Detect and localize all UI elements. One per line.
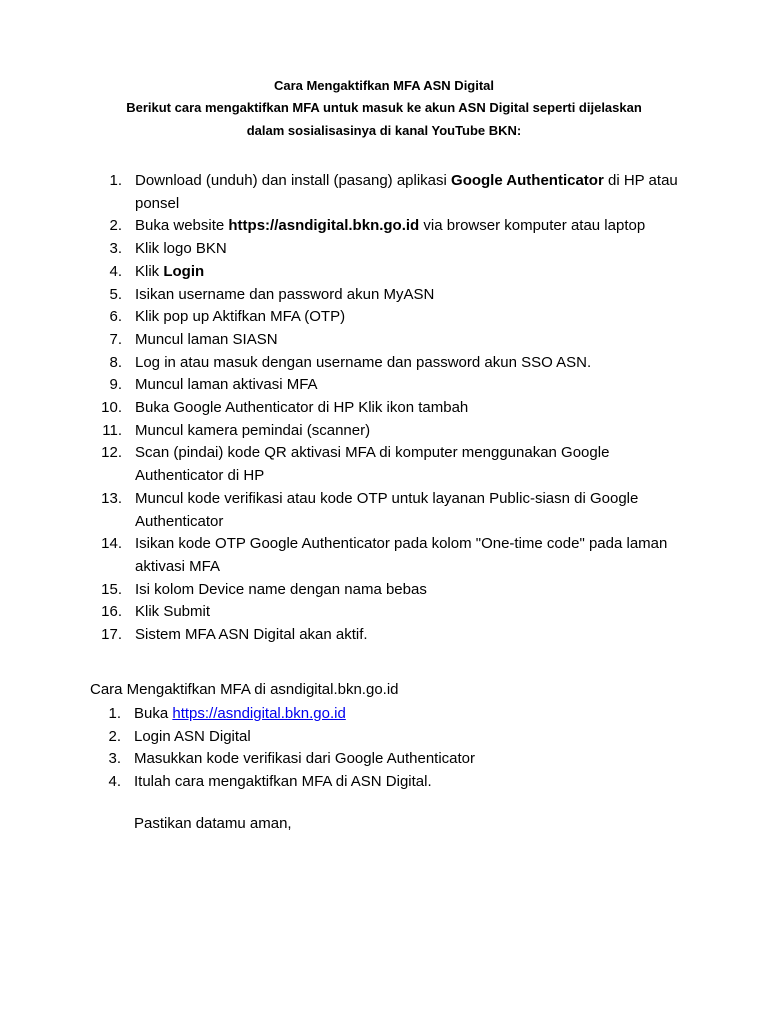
step-number: 1. xyxy=(108,705,121,722)
step-number: 9. xyxy=(109,376,122,394)
intro-line: Berikut cara mengaktifkan MFA untuk masuk ke akun ASN Digital seperti dijelaskan xyxy=(126,100,642,115)
step-number: 5. xyxy=(109,285,122,303)
step-number: 16. xyxy=(101,603,122,621)
step-bold-text: Google Authenticator xyxy=(451,172,604,189)
step-text: Scan (pindai) kode QR aktivasi MFA di komputer menggunakan Google Authenticator di HP xyxy=(135,444,610,485)
list-item xyxy=(0,170,768,215)
step-number: 6. xyxy=(109,308,122,326)
step-text: Isikan username dan password akun MyASN xyxy=(135,285,435,303)
step-number: 3. xyxy=(108,750,121,768)
step-text: Muncul laman SIASN xyxy=(135,330,278,348)
list-item xyxy=(0,579,768,602)
step-text: Log in atau masuk dengan username dan password akun SSO ASN. xyxy=(135,353,592,371)
step-text: Sistem MFA ASN Digital akan aktif. xyxy=(135,626,368,644)
step-text: Klik Submit xyxy=(135,603,211,621)
step-number: 3. xyxy=(109,240,122,258)
list-item xyxy=(0,329,768,352)
step-text: Buka Google Authenticator di HP Klik ikon tambah xyxy=(135,399,469,417)
step-text: Klik xyxy=(135,262,164,280)
list-item xyxy=(0,215,768,238)
intro-line: dalam sosialisasinya di kanal YouTube BKN: xyxy=(246,123,522,138)
step-number: 13. xyxy=(101,489,122,507)
asndigital-link[interactable]: https://asndigital.bkn.go.id xyxy=(172,705,346,722)
step-text: Buka xyxy=(134,705,173,722)
step-number: 17. xyxy=(101,626,122,644)
step-number: 12. xyxy=(101,444,122,462)
list-item xyxy=(0,306,768,329)
step-text: via browser komputer atau laptop xyxy=(419,217,646,235)
list-item xyxy=(0,771,768,794)
step-text: Login ASN Digital xyxy=(134,727,251,745)
step-text: Download (unduh) dan install (pasang) aplikasi xyxy=(135,172,452,189)
list-item xyxy=(0,726,768,749)
list-item xyxy=(0,238,768,261)
list-item xyxy=(0,624,768,647)
step-text: Muncul laman aktivasi MFA xyxy=(135,376,318,394)
list-item xyxy=(0,748,768,771)
step-number: 14. xyxy=(101,535,122,553)
step-number: 4. xyxy=(109,262,122,280)
list-item xyxy=(0,533,768,578)
step-text: Muncul kode verifikasi atau kode OTP untuk layanan Public-siasn di Google Authenticator xyxy=(135,489,639,530)
step-number: 2. xyxy=(109,217,122,235)
step-number: 10. xyxy=(101,399,122,417)
step-text: Buka website xyxy=(135,217,229,235)
closing-text: Pastikan datamu aman, xyxy=(134,815,292,832)
section-heading: Cara Mengaktifkan MFA di asndigital.bkn.go.id xyxy=(90,681,399,698)
step-bold-text: Login xyxy=(163,262,205,280)
list-item xyxy=(0,601,768,624)
step-number: 2. xyxy=(108,727,121,745)
step-text: Isikan kode OTP Google Authenticator pada kolom "One-time code" pada laman aktivasi MFA xyxy=(135,535,668,575)
list-item xyxy=(0,352,768,375)
document-title: Cara Mengaktifkan MFA ASN Digital xyxy=(273,78,495,93)
document-intro xyxy=(0,96,768,142)
list-item xyxy=(0,397,768,420)
list-item xyxy=(0,442,768,487)
list-item xyxy=(0,284,768,307)
step-text: Klik logo BKN xyxy=(135,240,227,258)
step-number: 7. xyxy=(109,330,122,348)
step-text: Klik pop up Aktifkan MFA (OTP) xyxy=(135,308,346,326)
step-number: 15. xyxy=(101,580,122,598)
steps-list xyxy=(0,170,768,647)
step-text: Isi kolom Device name dengan nama bebas xyxy=(135,580,427,598)
step-number: 1. xyxy=(109,172,122,189)
step-text: Masukkan kode verifikasi dari Google Authenticator xyxy=(134,750,476,768)
steps-list-short xyxy=(0,703,768,794)
step-text: di HP atau ponsel xyxy=(135,172,678,212)
step-number: 8. xyxy=(109,353,122,371)
list-item xyxy=(0,374,768,397)
step-number: 4. xyxy=(108,773,121,791)
step-text: Muncul kamera pemindai (scanner) xyxy=(135,421,371,439)
list-item xyxy=(0,703,768,726)
list-item xyxy=(0,420,768,443)
step-text: Itulah cara mengaktifkan MFA di ASN Digital. xyxy=(134,773,432,791)
step-number: 11. xyxy=(102,421,122,439)
step-bold-text: https://asndigital.bkn.go.id xyxy=(228,217,420,235)
list-item xyxy=(0,261,768,284)
list-item xyxy=(0,488,768,533)
